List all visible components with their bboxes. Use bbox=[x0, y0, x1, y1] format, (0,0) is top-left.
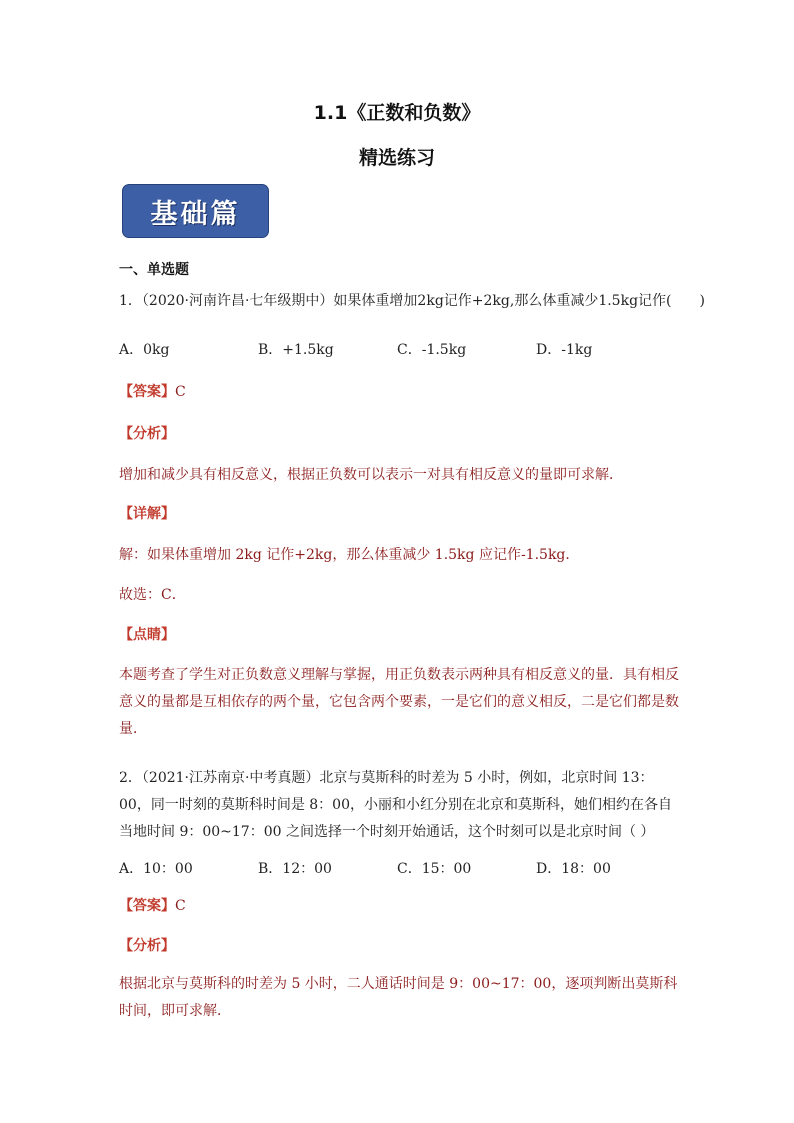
question-1-comment-tag: 【点睛】 bbox=[119, 627, 175, 643]
question-1-answer bbox=[119, 384, 679, 401]
question-1-option-d: D．-1kg bbox=[536, 342, 593, 358]
question-1-detail: 解：如果体重增加 2kg 记作+2kg，那么体重减少 1.5kg 应记作-1.5kg． bbox=[119, 547, 580, 563]
section-banner-label: 基础篇 bbox=[150, 198, 241, 230]
question-1-detail-tag: 【详解】 bbox=[119, 506, 175, 522]
section-heading: 一、单选题 bbox=[119, 262, 189, 278]
question-2-stem: 2．（2021·江苏南京·中考真题）北京与莫斯科的时差为 5 小时，例如，北京时间 13：00，同一时刻的莫斯科时间是 8：00，小丽和小红分别在北京和莫斯科，她们相约在各自当地时间 9：00~17：00 之间选择一个时刻开始通话，这个时刻可以是北京时间（ ） bbox=[119, 770, 672, 840]
question-2-analysis: 根据北京与莫斯科的时差为 5 小时，二人通话时间是 9：00~17：00，逐项判断出莫斯科时间，即可求解． bbox=[119, 976, 678, 1019]
answer-tag: 【答案】 bbox=[119, 898, 175, 914]
section-banner bbox=[122, 184, 269, 238]
question-1-stem: 1．（2020·河南许昌·七年级期中）如果体重增加2kg记作+2kg,那么体重减少1.5kg记作( ) bbox=[119, 293, 705, 309]
page-title: 1.1《正数和负数》 bbox=[313, 102, 481, 124]
question-2-option-a: A．10：00 bbox=[119, 861, 193, 877]
question-1-options bbox=[119, 339, 679, 357]
question-2-option-b: B．12：00 bbox=[258, 861, 332, 877]
answer-value: C bbox=[175, 898, 186, 914]
question-1-analysis-tag: 【分析】 bbox=[119, 426, 175, 442]
question-2-analysis-tag: 【分析】 bbox=[119, 938, 175, 954]
question-1-analysis: 增加和减少具有相反意义，根据正负数可以表示一对具有相反意义的量即可求解． bbox=[119, 467, 623, 483]
answer-tag: 【答案】 bbox=[119, 384, 175, 400]
question-1-comment: 本题考查了学生对正负数意义理解与掌握，用正负数表示两种具有相反意义的量．具有相反意义的量都是互相依存的两个量，它包含两个要素，一是它们的意义相反，二是它们都是数量． bbox=[119, 667, 679, 737]
question-2-options bbox=[119, 858, 679, 876]
question-1-conclusion: 故选：C． bbox=[119, 587, 186, 603]
question-2-option-c: C．15：00 bbox=[397, 861, 472, 877]
question-1-option-c: C．-1.5kg bbox=[397, 342, 467, 358]
question-1-option-b: B．+1.5kg bbox=[258, 342, 334, 358]
question-2-option-d: D．18：00 bbox=[536, 861, 611, 877]
answer-value: C bbox=[175, 384, 186, 400]
page-subtitle: 精选练习 bbox=[358, 147, 435, 169]
question-1-option-a: A．0kg bbox=[119, 342, 170, 358]
question-2-answer bbox=[119, 898, 679, 915]
